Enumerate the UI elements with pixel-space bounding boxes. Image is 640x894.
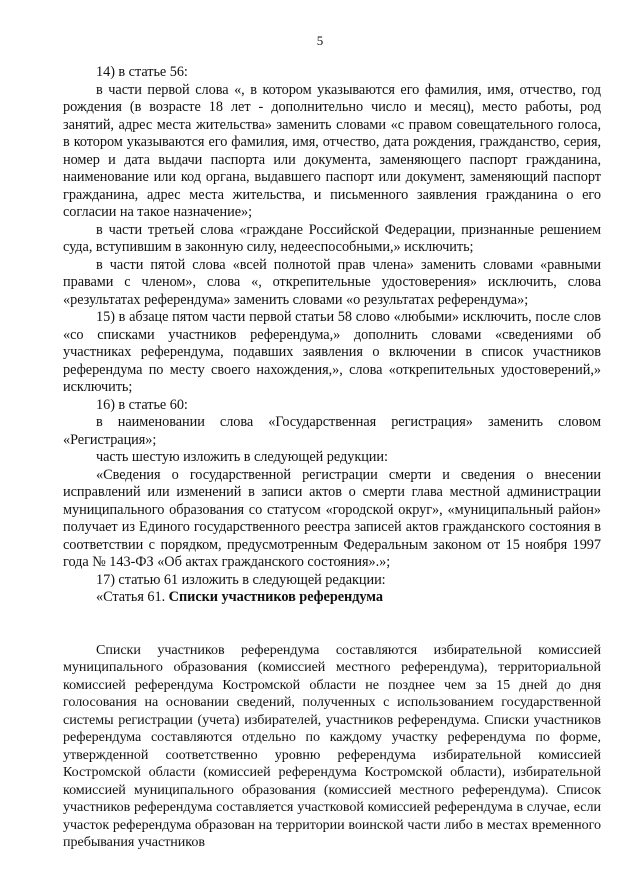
paragraph: часть шестую изложить в следующей редукции:: [96, 449, 388, 465]
article-heading: [63, 589, 601, 607]
paragraph: в части первой слова «, в котором указываются его фамилия, имя, отчество, год рождения (в возрасте 18 лет - дополнительно число и месяц), место работы, род занятий, адрес места жительства» заменить словами «с правом совещательного голоса, в котором указываются его фамилия, имя, отчество, дата рождения, гражданство, серия, номер и дата выдачи паспорта или документа, заменяющего паспорт гражданина, наименование или код органа, выдавшего паспорт или документ, заменяющий паспорт гражданина, адрес места жительства, и письменного заявления гражданина о его согласии на такое назначение»;: [63, 81, 601, 220]
paragraph: «Сведения о государственной регистрации смерти и сведения о внесении исправлений или изменений в записи актов о смерти глава местной администрации муниципального образования со статусом «городской округ», «муниципальный район» получает из Единого государственного реестра записей актов гражданского состояния в соответствии с порядком, предусмотренным Федеральным законом от 15 ноября 1997 года № 143-ФЗ «Об актах гражданского состояния».»;: [63, 466, 601, 570]
paragraph: 16) в статье 60:: [96, 396, 188, 413]
article-heading-title: Списки участников референдума: [168, 589, 383, 605]
article-heading-prefix: «Статья 61.: [96, 589, 166, 605]
paragraph: 17) статью 61 изложить в следующей редакции:: [96, 571, 386, 588]
page-number: 5: [316, 33, 324, 48]
paragraph: в части пятой слова «всей полнотой прав члена» заменить словами «равными правами с членом», слова «, открепительные удостоверения» исключить, слова «результатах референдума» заменить словами «о результатах референдума»;: [63, 256, 601, 308]
paragraph: в наименовании слова «Государственная регистрация» заменить словом «Регистрация»;: [63, 414, 601, 448]
paragraph: в части третьей слова «граждане Российской Федерации, признанные решением суда, вступившим в законную силу, недееспособными,» исключить;: [63, 221, 601, 255]
document-body: [63, 64, 601, 852]
paragraph: 14) в статье 56:: [96, 64, 188, 80]
paragraph: 15) в абзаце пятом части первой статьи 58 слово «любыми» исключить, после слов «со списками участников референдума,» дополнить словами «сведениями об участниках референдума, подавших заявления о включении в список участников референдума по месту своего нахождения,», слова «открепительных удостоверений,» исключить;: [63, 309, 601, 395]
paragraph: Списки участников референдума составляются избирательной комиссией муниципального образования (комиссией местного референдума), территориальной комиссией референдума Костромской области не позднее чем за 15 дней до дня голосования на основании сведений, полученных с использованием государственной системы регистрации (учета) избирателей, участников референдума. Списки участников референдума составляются отдельно по каждому участку референдума по форме, утвержденной соответственно уровню референдума избирательной комиссией Костромской области (комиссией референдума Костромской области), избирательной комиссией муниципального образования (комиссией местного референдума). Список участников референдума составляется участковой комиссией референдума в случае, если участок референдума образован на территории воинской части либо в местах временного пребывания участников: [63, 641, 601, 850]
